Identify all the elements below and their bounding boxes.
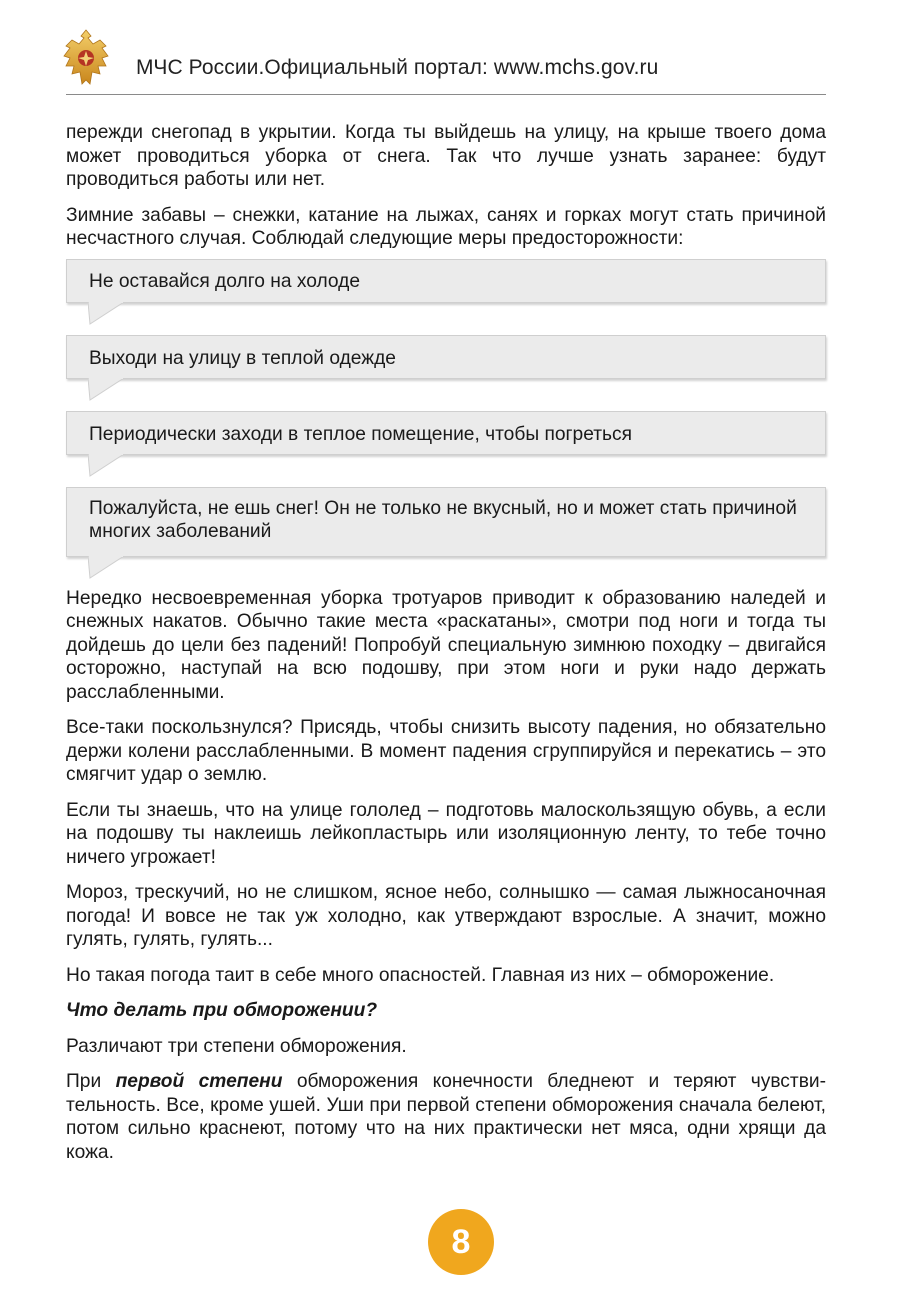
paragraph-ice: Если ты знаешь, что на улице гололед – подготовь малоскользящую обувь, а если на подошву ты наклеишь лейкопластырь или изоляционную ленту, то тебе точно ничего угрожает! bbox=[66, 799, 826, 868]
tip-bubble-box bbox=[66, 487, 826, 557]
tip-bubble bbox=[66, 411, 826, 483]
bubble-tail-icon bbox=[88, 556, 128, 580]
bubble-tail-icon bbox=[88, 454, 128, 478]
tip-bubble bbox=[66, 487, 826, 579]
paragraph-sidewalks: Нередко несвоевременная уборка тротуаров приводит к образованию наледей и снежных накатов. Обычно такие места «раскатаны», смотри под ноги и тогда ты дойдешь до цели без падений! Попробуй специальную зимнюю походку – двигайся осторожно, наступай на всю подошву, при этом ноги и руки надо держать расслабленными. bbox=[66, 587, 826, 703]
paragraph-winter-fun: Зимние забавы – снежки, катание на лыжах, санях и горках могут стать причиной несчастного случая. Соблюдай следующие меры предосторожности: bbox=[66, 204, 826, 249]
emphasis-text: первой степени bbox=[115, 1071, 283, 1092]
tip-text: Пожалуйста, не ешь снег! Он не только не вкусный, но и может стать причиной многих заболеваний bbox=[89, 497, 797, 542]
paragraph-danger: Но такая погода таит в себе много опасностей. Главная из них – обморожение. bbox=[66, 964, 775, 986]
tip-bubble-box bbox=[66, 259, 826, 303]
paragraph-slipped: Все-таки поскользнулся? Присядь, чтобы снизить высоту падения, но обязательно держи колени расслабленными. В момент падения сгруппируйся и перекатись – это смягчит удар о землю. bbox=[66, 717, 826, 785]
mchs-emblem-icon bbox=[60, 26, 112, 90]
page-number-badge: 8 bbox=[428, 1209, 494, 1275]
paragraph-first-degree bbox=[66, 1070, 826, 1164]
text-run: обморожения конечности бледнеют и теряют чувстви-тельность. Все, кроме ушей. Уши при первой степени обморожения сначала белеют, потом сильно краснеют, потому что на них практически нет мяса, одни хрящи да кожа. bbox=[66, 1071, 826, 1163]
page-content bbox=[66, 121, 826, 1176]
tip-text: Не оставайся долго на холоде bbox=[89, 270, 361, 292]
paragraph-snowfall: пережди снегопад в укрытии. Когда ты выйдешь на улицу, на крыше твоего дома может проводиться уборка от снега. Так что лучше узнать заранее: будут проводиться работы или нет. bbox=[66, 122, 826, 190]
text-run: При bbox=[66, 1071, 116, 1092]
tip-bubble bbox=[66, 335, 826, 405]
paragraph-frost: Мороз, трескучий, но не слишком, ясное небо, солнышко — самая лыжносаночная погода! И вовсе не так уж холодно, как утверждают взрослые. А значит, можно гулять, гулять, гулять... bbox=[66, 882, 826, 950]
tip-bubble-box bbox=[66, 411, 826, 455]
header-divider bbox=[66, 94, 826, 95]
bubble-tail-icon bbox=[88, 378, 128, 402]
tip-text: Периодически заходи в теплое помещение, чтобы погреться bbox=[89, 423, 633, 445]
tip-bubble-box bbox=[66, 335, 826, 379]
bubble-tail-icon bbox=[88, 302, 128, 326]
paragraph-degrees: Различают три степени обморожения. bbox=[66, 1035, 407, 1057]
tip-text: Выходи на улицу в теплой одежде bbox=[89, 347, 396, 369]
tip-bubble bbox=[66, 259, 826, 329]
page-header bbox=[60, 26, 826, 96]
section-heading: Что делать при обморожении? bbox=[66, 1000, 378, 1021]
header-title: МЧС России.Официальный портал: www.mchs.gov.ru bbox=[136, 56, 659, 79]
